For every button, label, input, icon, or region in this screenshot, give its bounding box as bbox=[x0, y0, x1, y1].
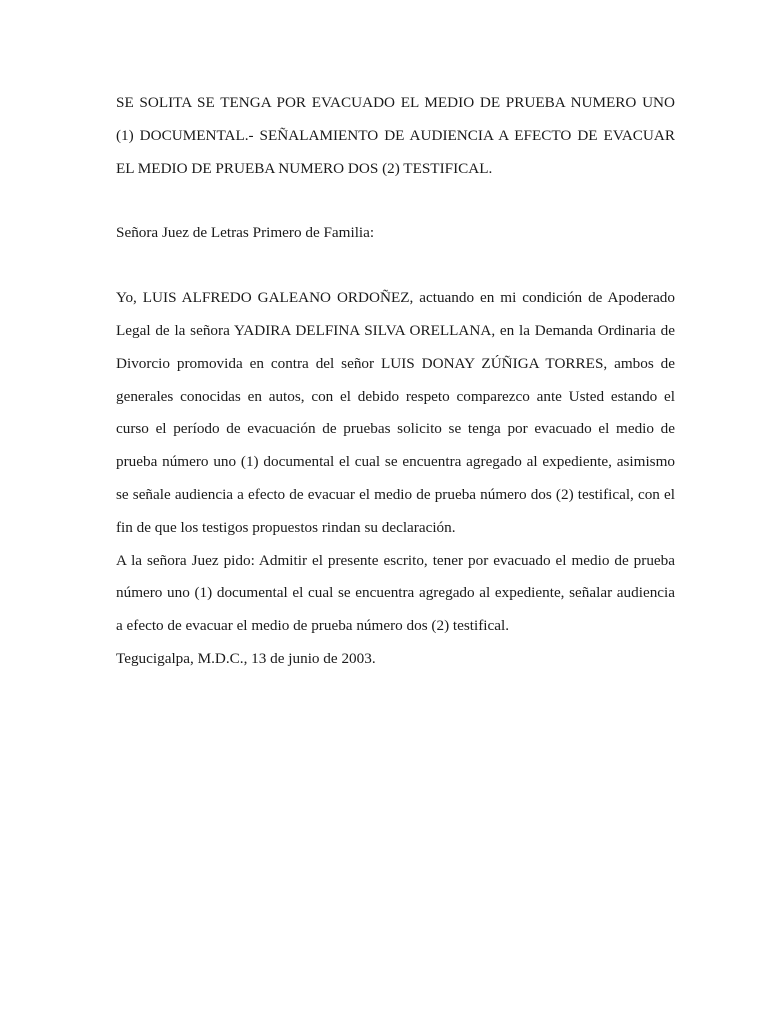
petition-paragraph: A la señora Juez pido: Admitir el presente escrito, tener por evacuado el medio de prueba número uno (1) documental el cual se encuentra agregado al expediente, señalar audiencia a efecto de evacuar el medio de prueba número dos (2) testifical. bbox=[116, 551, 675, 635]
body-paragraph: Yo, LUIS ALFREDO GALEANO ORDOÑEZ, actuando en mi condición de Apoderado Legal de la señora YADIRA DELFINA SILVA ORELLANA, en la Demanda Ordinaria de Divorcio promovida en contra del señor LUIS DONAY ZÚÑIGA TORRES, ambos de generales conocidas en autos, con el debido respeto comparezco ante Usted estando el curso el período de evacuación de pruebas solicito se tenga por evacuado el medio de prueba número uno (1) documental el cual se encuentra agregado al expediente, asimismo se señale audiencia a efecto de evacuar el medio de prueba número dos (2) testifical, con el fin de que los testigos propuestos rindan su declaración. bbox=[116, 289, 675, 536]
document-body bbox=[116, 87, 675, 676]
place-date: Tegucigalpa, M.D.C., 13 de junio de 2003. bbox=[116, 649, 376, 667]
document-title: SE SOLITA SE TENGA POR EVACUADO EL MEDIO DE PRUEBA NUMERO UNO (1) DOCUMENTAL.- SEÑALAMIENTO DE AUDIENCIA A EFECTO DE EVACUAR EL MEDIO DE PRUEBA NUMERO DOS (2) TESTIFICAL. bbox=[116, 94, 675, 177]
salutation: Señora Juez de Letras Primero de Familia: bbox=[116, 224, 375, 242]
